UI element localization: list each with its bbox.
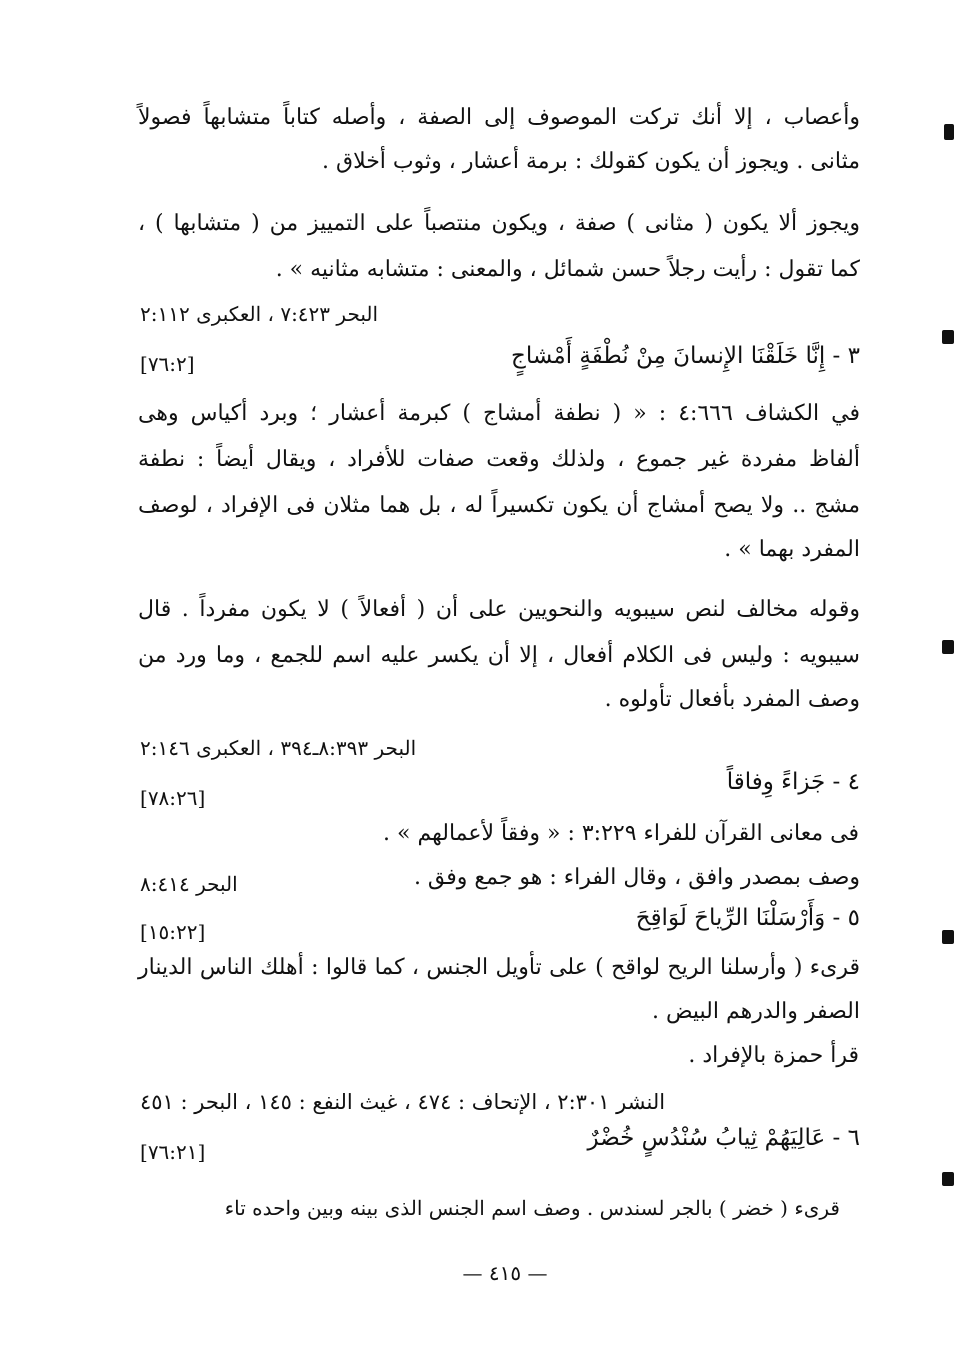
verse-reference: [١٥:٢٢] <box>140 920 206 944</box>
source-reference: البحر ٨:٤١٤ <box>140 872 238 896</box>
source-reference: البحر ٨:٣٩٣ـ٣٩٤ ، العكبرى ٢:١٤٦ <box>140 736 417 760</box>
margin-mark <box>942 330 954 344</box>
verse-heading: ٤ - جَزاءً وِفاقاً <box>726 769 860 795</box>
text-line: كما تقول : رأيت رجلاً حسن شمائل ، والمعنى : متشابه مثانيه » . <box>275 257 860 282</box>
source-reference: البحر ٧:٤٢٣ ، العكبرى ٢:١١٢ <box>140 302 379 326</box>
text-line: الصفر والدرهم البيض . <box>651 999 860 1024</box>
source-reference: النشر ٢:٣٠١ ، الإتحاف : ٤٧٤ ، غيث النفع : ١٤٥ ، البحر : ٤٥١ <box>140 1090 666 1114</box>
text-line: فى معانى القرآن للفراء ٣:٢٢٩ : « وفقاً لأعمالهم » . <box>383 821 859 846</box>
verse-heading: ٣ - إِنَّا خَلَقْنَا الإِنسانَ مِنْ نُطْفَةٍ أَمْشاجٍ <box>511 343 860 369</box>
verse-heading: ٥ - وَأَرْسَلْنَا الرِّياحَ لَوَاقِحَ <box>635 905 860 931</box>
text-line: وأعصاب ، إلا أنك تركت الموصوف إلى الصفة ، وأصله كتاباً متشابهاً فصولاً <box>138 105 860 130</box>
margin-mark <box>942 1172 954 1186</box>
text-line: قرىء ( خضر ) بالجر لسندس . وصف اسم الجنس الذى بينه وبين واحده تاء <box>224 1196 840 1220</box>
text-line: ويجوز ألا يكون ( مثانى ) صفة ، ويكون منتصباً على التمييز من ( متشابها ) ، <box>138 211 860 236</box>
page-number: — ٤١٥ — <box>462 1261 548 1285</box>
verse-reference: [٧٦:٢] <box>140 352 195 376</box>
margin-mark <box>944 124 954 140</box>
text-line: قرىء ( وأرسلنا الريح لواقح ) على تأويل الجنس ، كما قالوا : أهلك الناس الدينار <box>138 955 860 980</box>
text-line: المفرد بهما » . <box>724 537 860 562</box>
margin-mark <box>942 640 954 654</box>
text-line: وصف المفرد بأفعال تأولوه . <box>604 687 860 712</box>
margin-mark <box>942 930 954 944</box>
text-line: ألفاظ مفردة غير جموع ، ولذلك وقعت صفات للأفراد ، ويقال أيضاً : نطفة <box>138 447 860 472</box>
verse-reference: [٧٨:٢٦] <box>140 786 206 810</box>
text-line: مشج .. ولا يصح أمشاج أن يكون تكسيراً له ، بل هما مثلان فى الإفراد ، لوصف <box>138 493 860 518</box>
text-line: سيبويه : وليس فى الكلام أفعال ، إلا أن يكسر عليه اسم للجمع ، وما ورد من <box>138 643 860 668</box>
text-line: في الكشاف ٤:٦٦٦ : « ( نطفة أمشاج ) كبرمة أعشار ؛ وبرد أكياس وهى <box>138 401 860 426</box>
verse-heading: ٦ - عَالِيَهُمْ ثِيابُ سُنْدُسٍ خُضْرٌ <box>587 1125 860 1151</box>
verse-reference: [٧٦:٢١] <box>140 1140 206 1164</box>
text-line: قرأ حمزة بالإفراد . <box>688 1043 859 1068</box>
text-line: وقوله مخالف لنص سيبويه والنحويين على أن ( أفعالاً ) لا يكون مفرداً . قال <box>138 597 860 622</box>
text-line: مثانى . ويجوز أن يكون كقولك : برمة أعشار ، وثوب أخلاق . <box>322 149 860 174</box>
text-line: وصف بمصدر وافق ، وقال الفراء : هو جمع وفق . <box>413 865 860 890</box>
